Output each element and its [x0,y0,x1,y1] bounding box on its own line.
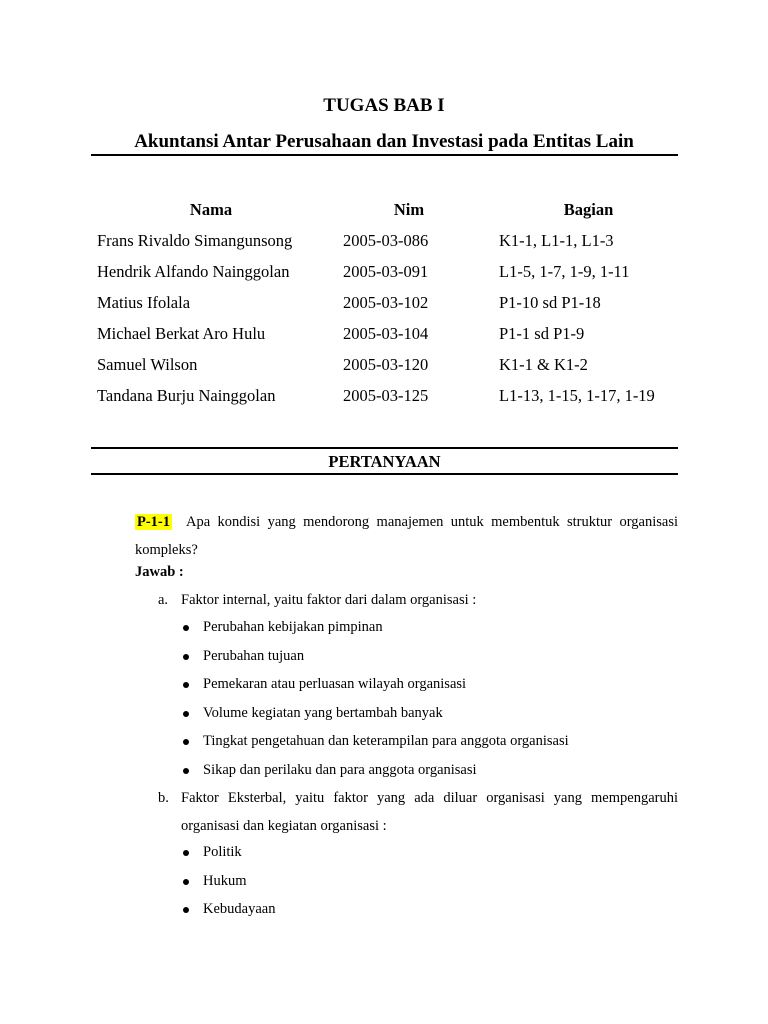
member-name: Frans Rivaldo Simangunsong [97,230,293,250]
member-nim: 2005-03-102 [343,292,429,312]
member-name: Matius Ifolala [97,292,191,312]
table-row [91,380,678,411]
answer-item-b-marker: b. [158,790,169,806]
column-header-bagian: Bagian [563,199,614,219]
question-code-highlight: P-1-1 [137,514,171,530]
list-item: Kebudayaan [181,895,275,924]
table-row [91,318,678,349]
member-bagian: L1-5, 1-7, 1-9, 1-11 [499,261,630,281]
member-bagian: P1-10 sd P1-18 [499,292,601,312]
section-bottom-rule [91,473,678,475]
column-header-nama: Nama [189,199,233,219]
list-item: Pemekaran atau perluasan wilayah organisasi [181,670,569,699]
section-top-rule [91,447,678,449]
answer-label: Jawab : [135,564,184,580]
table-row [91,256,678,287]
member-bagian: K1-1 & K1-2 [499,354,588,374]
member-nim: 2005-03-091 [343,261,429,281]
members-table [91,194,678,411]
member-name: Hendrik Alfando Nainggolan [97,261,290,281]
document-title: TUGAS BAB I [323,95,445,116]
section-title: PERTANYAAN [328,452,441,471]
list-item: Tingkat pengetahuan dan keterampilan para anggota organisasi [181,727,569,756]
question-text: Apa kondisi yang mendorong manajemen untuk membentuk struktur organisasi kompleks? [135,514,678,558]
member-nim: 2005-03-086 [343,230,429,250]
member-name: Samuel Wilson [97,354,198,374]
table-row [91,349,678,380]
list-item: Sikap dan perilaku dan para anggota organisasi [181,756,569,785]
question-p-1-1 [135,508,678,564]
table-row [91,225,678,256]
member-name: Michael Berkat Aro Hulu [97,323,266,343]
table-row [91,287,678,318]
member-nim: 2005-03-120 [343,354,429,374]
column-header-nim: Nim [393,199,425,219]
list-item: Perubahan kebijakan pimpinan [181,613,569,642]
subtitle-underline [91,154,678,156]
document-subtitle: Akuntansi Antar Perusahaan dan Investasi pada Entitas Lain [134,131,634,152]
answer-item-a-text: Faktor internal, yaitu faktor dari dalam organisasi : [181,592,477,608]
member-bagian: P1-1 sd P1-9 [499,323,585,343]
members-header-row [91,194,678,225]
answer-item-a [158,586,678,614]
member-bagian: L1-13, 1-15, 1-17, 1-19 [499,385,655,405]
member-bagian: K1-1, L1-1, L1-3 [499,230,614,250]
answer-item-b-text: Faktor Eksterbal, yaitu faktor yang ada diluar organisasi yang mempengaruhi organisasi dan kegiatan organisasi : [181,790,678,834]
list-item: Volume kegiatan yang bertambah banyak [181,699,569,728]
member-nim: 2005-03-125 [343,385,429,405]
member-nim: 2005-03-104 [343,323,429,343]
internal-factors-list [181,613,569,785]
list-item: Hukum [181,867,275,896]
list-item: Politik [181,838,275,867]
answer-item-a-marker: a. [158,592,169,608]
list-item: Perubahan tujuan [181,642,569,671]
answer-item-b [158,784,678,840]
external-factors-list [181,838,275,924]
member-name: Tandana Burju Nainggolan [97,385,276,405]
